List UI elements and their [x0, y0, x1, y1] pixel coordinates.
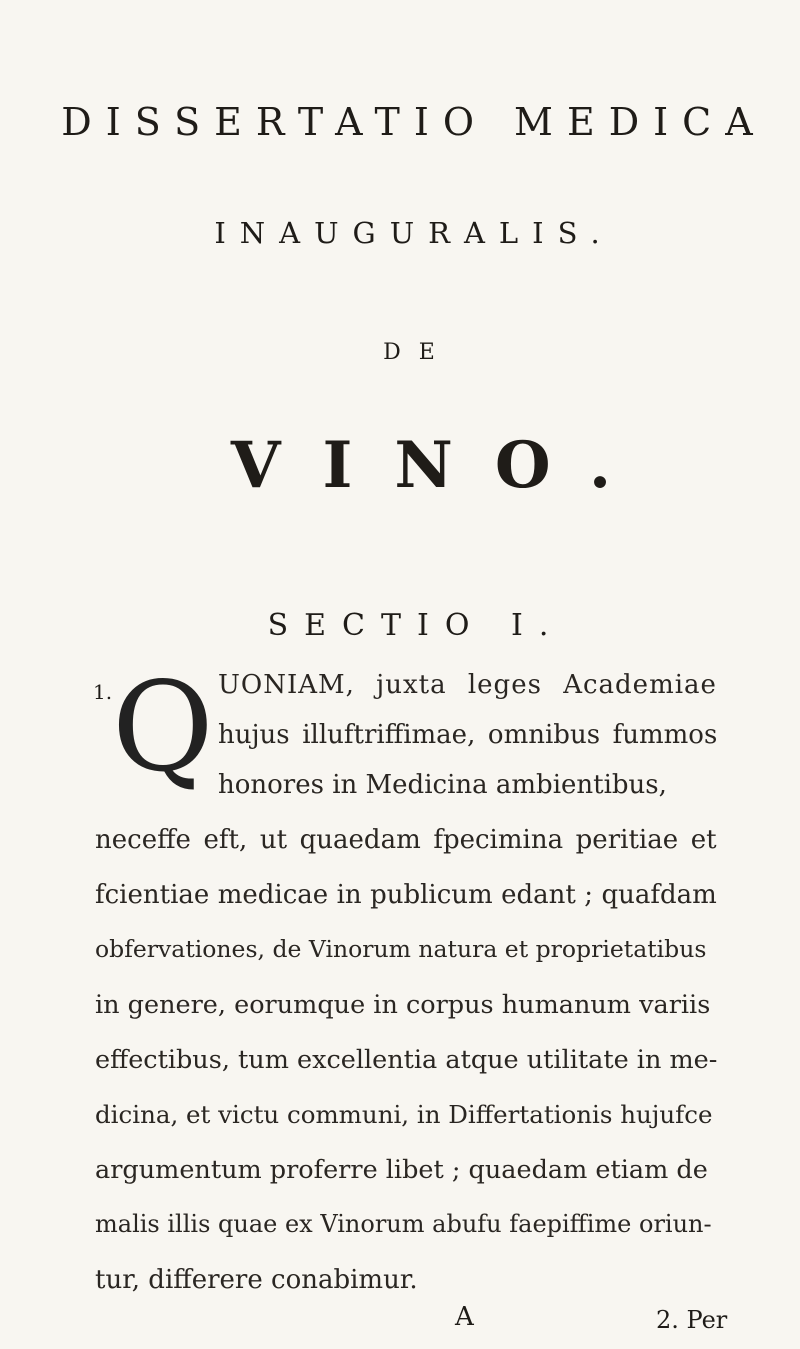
title-line-1: DISSERTATIO MEDICA: [61, 100, 767, 144]
paragraph-number: 1.: [93, 680, 113, 704]
drop-cap: Q: [112, 656, 214, 800]
catchword: 2. Per: [656, 1306, 728, 1334]
text-line: UONIAM, juxta leges Academiae: [218, 670, 717, 700]
text-line: obfervationes, de Vinorum natura et proprietatibus: [95, 935, 707, 963]
text-line: honores in Medicina ambientibus,: [218, 770, 667, 800]
text-line: fcientiae medicae in publicum edant ; quafdam: [95, 880, 717, 910]
title-de: DE: [383, 340, 453, 365]
title-subject: VINO.: [230, 428, 654, 503]
text-line: hujus illuftriffimae, omnibus fummos: [218, 720, 718, 750]
text-line: effectibus, tum excellentia atque utilitate in me-: [95, 1045, 718, 1075]
text-line: tur, differere conabimur.: [95, 1265, 418, 1295]
section-heading: SECTIO I.: [267, 608, 565, 643]
title-line-2: INAUGURALIS.: [214, 216, 614, 250]
signature-mark: A: [455, 1302, 474, 1332]
text-line: in genere, eorumque in corpus humanum variis: [95, 990, 711, 1020]
text-line: argumentum proferre libet ; quaedam etiam de: [95, 1155, 708, 1185]
text-line: dicina, et victu communi, in Differtationis hujufce: [95, 1100, 713, 1129]
text-line: malis illis quae ex Vinorum abufu faepiffime oriun-: [95, 1210, 712, 1238]
text-line: neceffe eft, ut quaedam fpecimina peritiae et: [95, 825, 717, 855]
